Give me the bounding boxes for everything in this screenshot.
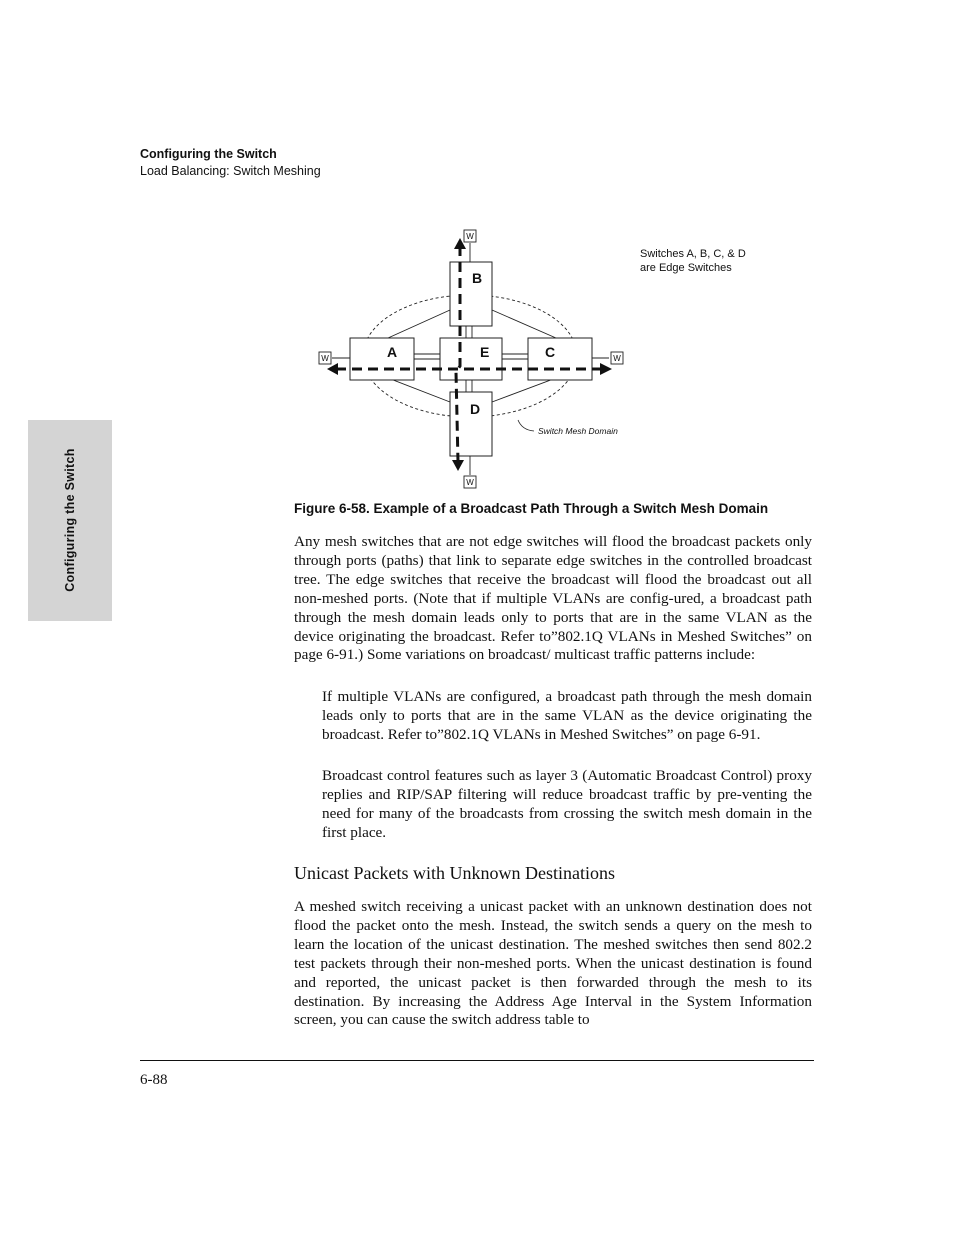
port-label-top: W [466, 232, 474, 241]
switch-d-label: D [470, 401, 481, 417]
page-number: 6-88 [140, 1072, 168, 1088]
list-item: If multiple VLANs are configured, a broadcast path through the mesh domain leads only to ports that are in the same VLAN as the device originating the broadcast. Refer to”802.1Q VLANs in Meshed Switches” on page 6-91. [322, 688, 812, 743]
running-header-subtitle: Load Balancing: Switch Meshing [140, 164, 321, 178]
chapter-side-tab-label: Configuring the Switch [63, 448, 77, 592]
figure-caption: Figure 6-58. Example of a Broadcast Path Through a Switch Mesh Domain [294, 501, 769, 516]
arrow-left-icon [327, 363, 338, 375]
port-label-right: W [613, 354, 621, 363]
switch-e-box [440, 338, 502, 380]
domain-label-leader [518, 420, 534, 431]
switch-a-box [350, 338, 414, 380]
switch-c-box [528, 338, 592, 380]
switch-b-box [450, 262, 492, 326]
arrow-right-icon [600, 363, 612, 375]
footer-rule [140, 1060, 814, 1061]
switch-mesh-diagram [0, 0, 954, 500]
diagram-note-line2: are Edge Switches [640, 262, 732, 274]
section-heading: Unicast Packets with Unknown Destinations [294, 863, 615, 883]
port-label-left: W [321, 354, 329, 363]
domain-label: Switch Mesh Domain [538, 426, 618, 436]
switch-c-label: C [545, 344, 556, 360]
arrow-down-icon [452, 460, 464, 471]
list-item: Broadcast control features such as layer 3 (Automatic Broadcast Control) proxy replies and RIP/SAP filtering will reduce broadcast traffic by pre-venting the need for many of the broadcasts from crossing the switch mesh domain in the first place. [322, 767, 812, 841]
intro-paragraph: Any mesh switches that are not edge switches will flood the broadcast packets only through ports (paths) that link to separate edge switches in the controlled broadcast tree. The edge switches that receive the broadcast will flood the broadcast out all non-meshed ports. (Note that if multiple VLANs are config-ured, a broadcast path through the mesh domain leads only to ports that are in the same VLAN as the device originating the broadcast. Refer to”802.1Q VLANs in Meshed Switches” on page 6-91.) Some variations on broadcast/ multicast traffic patterns include: [294, 533, 812, 664]
port-label-bottom: W [466, 478, 474, 487]
switch-a-label: A [387, 344, 398, 360]
switch-e-label: E [480, 344, 490, 360]
unicast-paragraph: A meshed switch receiving a unicast packet with an unknown destination does not flood the packet onto the mesh. Instead, the switch sends a query on the mesh to learn the location of the unicast destination. The meshed switches then send 802.2 test packets through their non-meshed ports. When the unicast destination is found and reported, the unicast packet is then forwarded through the mesh to its destination. By increasing the Address Age Interval in the System Information screen, you can cause the switch address table to [294, 898, 812, 1029]
diagram-note-line1: Switches A, B, C, & D [640, 248, 746, 260]
switch-b-label: B [472, 270, 483, 286]
running-header-title: Configuring the Switch [140, 147, 277, 161]
